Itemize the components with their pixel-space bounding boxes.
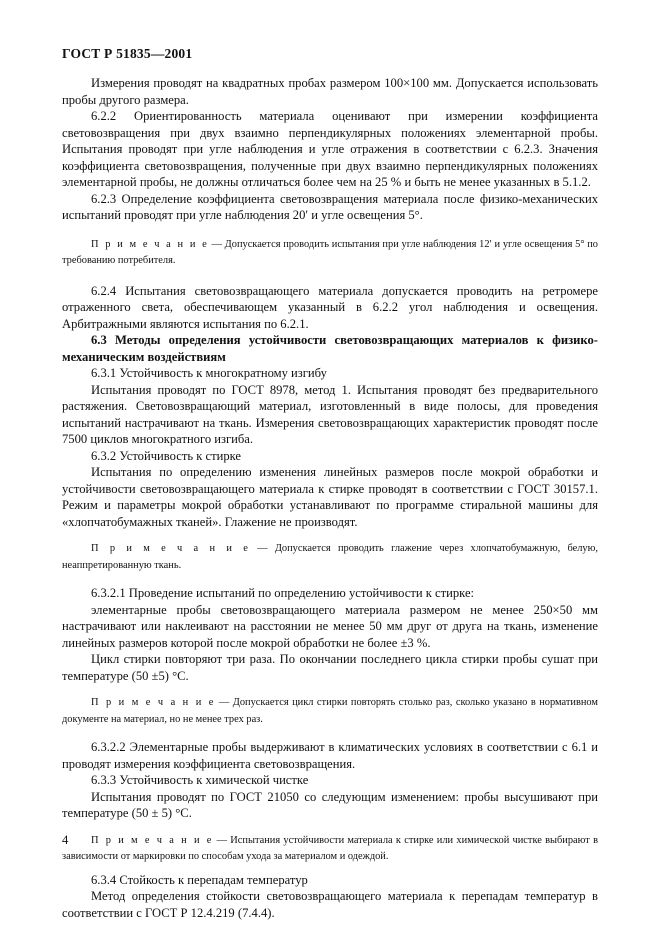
document-body bbox=[62, 75, 598, 921]
note-care-method bbox=[62, 833, 598, 866]
page-number: 4 bbox=[62, 833, 69, 847]
note-label: П р и м е ч а н и е bbox=[91, 697, 216, 708]
document-header: ГОСТ Р 51835—2001 bbox=[62, 46, 193, 61]
note-text: — Испытания устойчивости материала к стирке или химической чистке выбирают в зависимости от маркировки по способам ухода за материалом и одеждой. bbox=[62, 834, 598, 862]
note-ironing bbox=[62, 541, 598, 574]
paragraph-6-3-4: Метод определения стойкости световозвращающего материала к перепадам температур в соответствии с ГОСТ Р 12.4.219 (7.4.4). bbox=[62, 889, 598, 920]
note-label: П р и м е ч а н и е bbox=[91, 834, 214, 846]
section-heading-6-3: 6.3 Методы определения устойчивости световозвращающих материалов к физико-механическим воздействиям bbox=[62, 333, 598, 364]
paragraph-6-2-3: 6.2.3 Определение коэффициента световозвращения материала после физико-механических испытаний проводят при угле наблюдения 20′ и угле освещения 5°. bbox=[62, 191, 598, 222]
subsection-title-6-3-3: 6.3.3 Устойчивость к химической чистке bbox=[91, 773, 309, 787]
paragraph-6-3-2: Испытания по определению изменения линейных размеров после мокрой обработки и устойчивости световозвращающего материала к стирке проводят в соответствии с ГОСТ 30157.1. Режим и параметры мокрой обработки устанавливают по программе стиральной машины для «хлопчатобумажных тканей». Глажение не производят. bbox=[62, 465, 598, 529]
note-text: — Допускается проводить испытания при угле наблюдения 12′ и угле освещения 5° по требованию потребителя. bbox=[62, 238, 598, 266]
subsection-title-6-3-4: 6.3.4 Стойкость к перепадам температур bbox=[91, 872, 308, 887]
paragraph-6-3-2-1: элементарные пробы световозвращающего материала размером не менее 250×50 мм настрачивают или наклеивают на расстоянии не менее 50 мм друг от друга на ткань, изменение линейных размеров которой после мокрой обработки не более ±3 %. bbox=[62, 602, 598, 650]
paragraph-6-2-4: 6.2.4 Испытания световозвращающего материала допускается проводить на ретромере отраженного света, обеспечивающем указанный в 6.2.2 угол наблюдения и освещения. Арбитражными являются испытания по 6.2.1. bbox=[62, 283, 598, 331]
subsection-title-6-3-2-1: 6.3.2.1 Проведение испытаний по определению устойчивости к стирке: bbox=[91, 586, 475, 600]
paragraph-6-3-1: Испытания проводят по ГОСТ 8978, метод 1. Испытания проводят без предварительного растяжения. Световозвращающий материал, изготовленный в виде полосы, для проведения испытаний настрачивают на ткань. Измерения световозвращающих характеристик проводят после 7500 циклов многократного изгиба. bbox=[62, 382, 598, 446]
note-text: — Допускается цикл стирки повторять столько раз, сколько указано в нормативном документе на материал, но не менее трех раз. bbox=[62, 697, 599, 725]
paragraph-wash-cycle: Цикл стирки повторяют три раза. По окончании последнего цикла стирки пробы сушат при температуре (50 ±5) °С. bbox=[62, 652, 598, 683]
paragraph-6-3-2-2: 6.3.2.2 Элементарные пробы выдерживают в климатических условиях в соответствии с 6.1 и проводят измерения коэффициента световозвращения. bbox=[62, 740, 598, 771]
note-text: — Допускается проводить глажение через хлопчатобумажную, белую, неаппретированную ткань. bbox=[62, 543, 598, 571]
paragraph-sample-size: Измерения проводят на квадратных пробах размером 100×100 мм. Допускается использовать пробы другого размера. bbox=[62, 76, 598, 107]
note-wash-cycles bbox=[62, 695, 598, 728]
note-label: П р и м е ч а н и е bbox=[91, 543, 250, 554]
subsection-title-6-3-1: 6.3.1 Устойчивость к многократному изгибу bbox=[91, 366, 327, 380]
note-observation-angle bbox=[62, 237, 598, 270]
paragraph-6-3-3: Испытания проводят по ГОСТ 21050 со следующим изменением: пробы высушивают при температуре (50 ± 5) °С. bbox=[62, 789, 598, 820]
paragraph-6-2-2: 6.2.2 Ориентированность материала оценивают при измерении коэффициента световозвращения при двух взаимно перпендикулярных положениях элементарной пробы. Испытания проводят при угле наблюдения и угле отражения в соответствии с 6.2.3. Значения коэффициента световозвращения, полученные при двух взаимно перпендикулярных положениях элементарной пробы, не должны отличаться более чем на 25 % и быть не менее указанных в 5.1.2. bbox=[62, 109, 598, 189]
note-label: П р и м е ч а н и е bbox=[91, 238, 209, 250]
subsection-title-6-3-2: 6.3.2 Устойчивость к стирке bbox=[91, 448, 242, 463]
